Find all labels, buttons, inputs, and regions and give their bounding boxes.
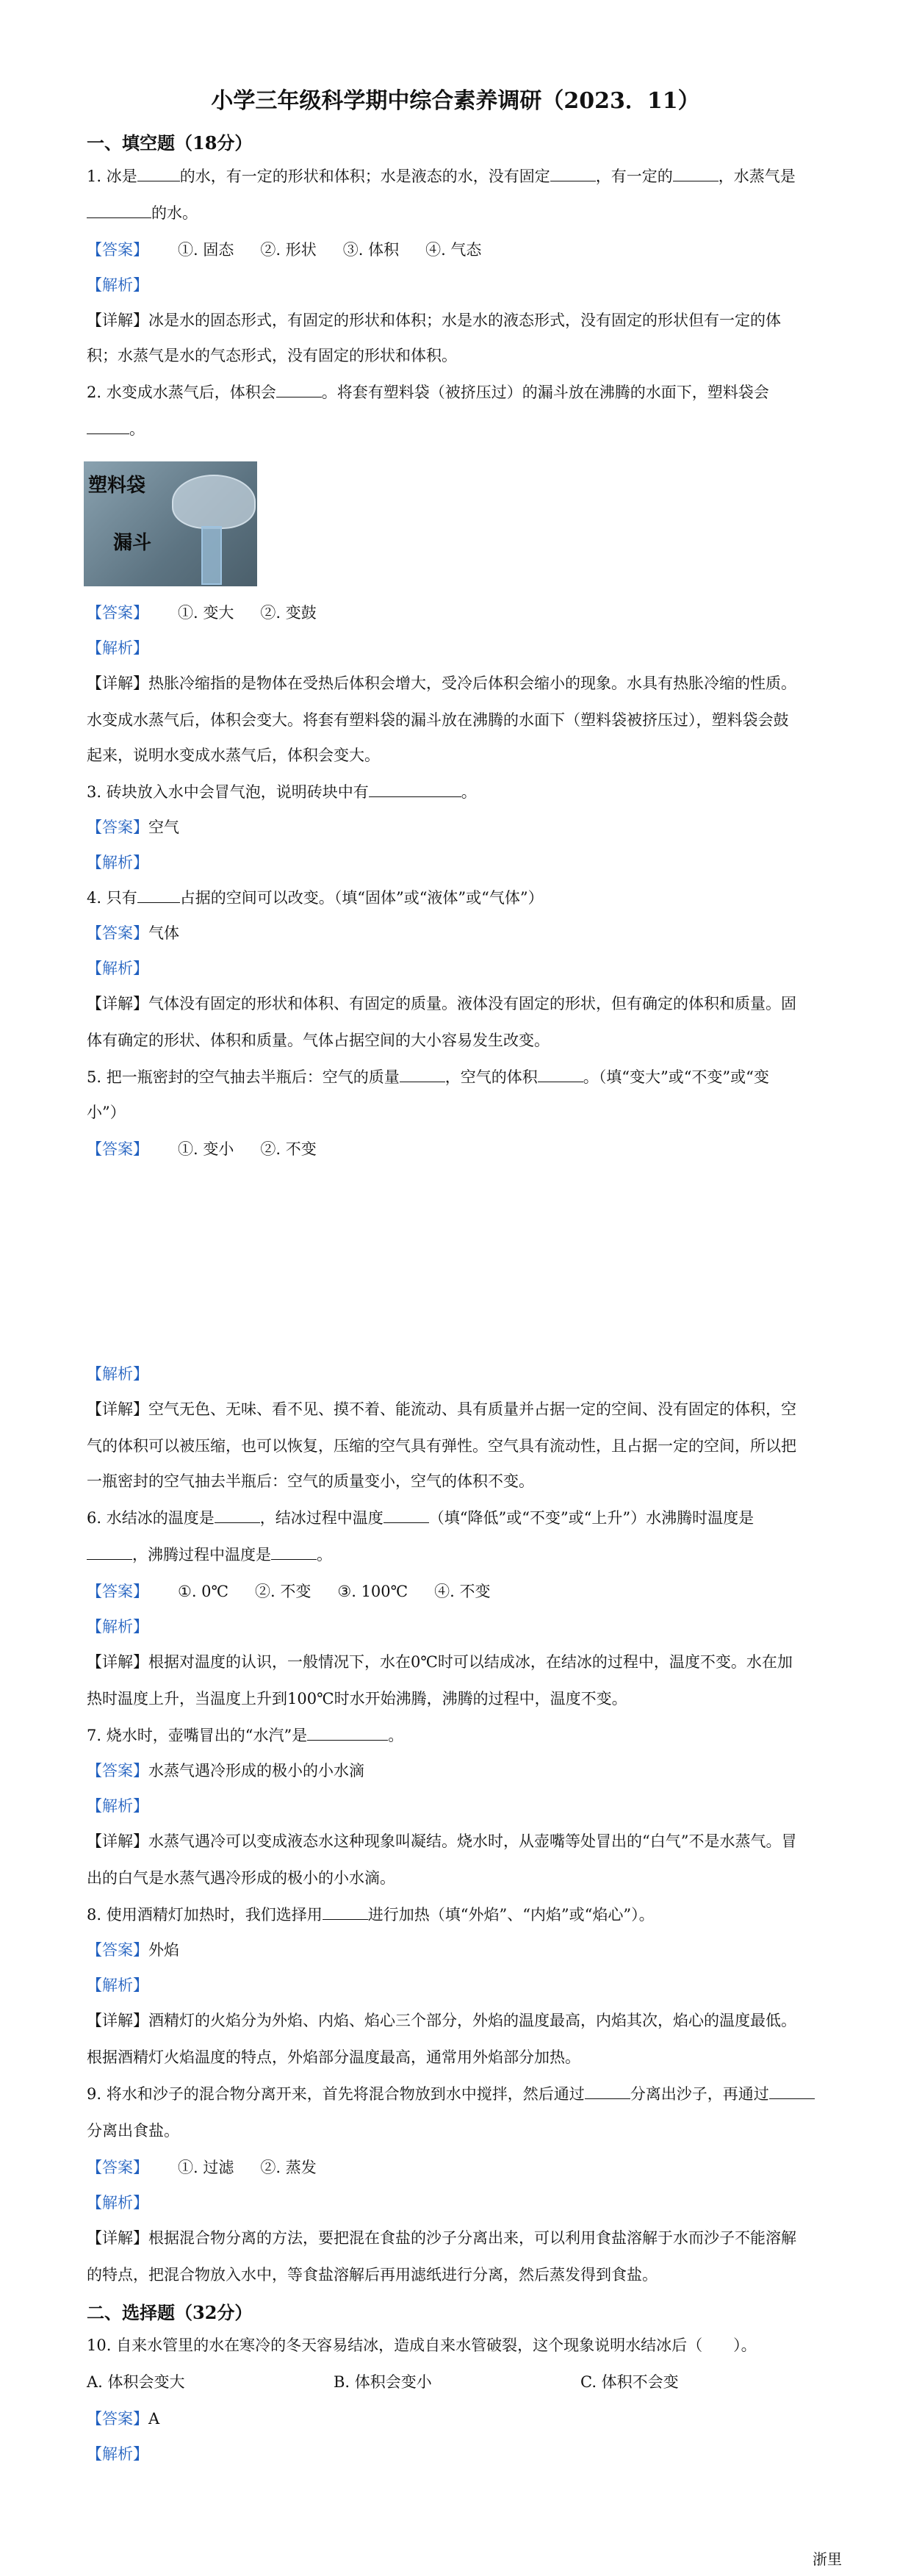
q2-detail-3: 起来，说明水变成水蒸气后，体积会变大。 [87,746,380,764]
q8-text-a: 8. 使用酒精灯加热时，我们选择用 [87,1906,323,1924]
detail-tag: 【详解】 [87,1400,148,1418]
q3-stem [87,779,824,805]
answer-tag: 【答案】 [87,924,148,942]
q3-answer [87,814,824,841]
q3-text-b: 。 [461,783,477,801]
detail-tag: 【详解】 [87,995,148,1012]
detail-tag: 【详解】 [87,312,148,329]
blank [137,886,180,903]
q5-opt: ②. 不变 [260,1140,317,1158]
q1-answer [87,237,824,263]
q1-detail-2: 积；水蒸气是水的气态形式，没有固定的形状和体积。 [87,347,457,364]
q6-answer [87,1578,824,1605]
q6-stem-2 [87,1541,824,1568]
q1-detail-1 [87,307,824,334]
analysis-tag: 【解析】 [87,1797,148,1815]
section-fill-blank: 一、填空题（18分） [87,132,253,154]
detail-text: 根据混合物分离的方法，要把混在食盐的沙子分离出来，可以利用食盐溶解于水而沙子不能溶解 [148,2229,796,2247]
blank [400,1065,445,1082]
detail-text: 气体没有固定的形状和体积、有固定的质量。液体没有固定的形状，但有确定的体积和质量。固 [148,995,796,1012]
q7-stem [87,1722,824,1749]
blank [673,165,719,181]
q4-answer-text: 气体 [148,924,179,942]
q2-text-a: 2. 水变成水蒸气后，体积会 [87,384,276,401]
answer-tag: 【答案】 [87,2159,148,2176]
q2-stem [87,379,824,406]
detail-tag: 【详解】 [87,1832,148,1850]
analysis-tag: 【解析】 [87,1618,148,1636]
detail-text: 根据对温度的认识，一般情况下，水在0℃时可以结成冰，在结冰的过程中，温度不变。水在加 [148,1653,793,1671]
q6-text-a: 6. 水结冰的温度是 [87,1509,215,1527]
page-title: 小学三年级科学期中综合素养调研（2023．11） [211,88,700,114]
q10-choice-a: A. 体积会变大 [87,2373,185,2391]
q2-text-b: 。将套有塑料袋（被挤压过）的漏斗放在沸腾的水面下，塑料袋会 [321,384,769,401]
q8-stem [87,1902,824,1928]
q9-opt: ②. 蒸发 [260,2159,317,2176]
blank [137,165,180,181]
blank [323,1903,368,1920]
q1-text-e: 的水。 [151,204,198,222]
q10-answer-text: A [148,2410,160,2428]
detail-text: 空气无色、无味、看不见、摸不着、能流动、具有质量并占据一定的空间、没有固定的体积，空 [148,1400,796,1418]
q9-analysis-tag [87,2190,824,2216]
blank [384,1506,429,1523]
q7-detail-1 [87,1828,824,1854]
q7-text-b: 。 [388,1727,404,1744]
blank [769,2082,815,2099]
answer-tag: 【答案】 [87,604,148,622]
blank [215,1506,260,1523]
detail-text: 酒精灯的火焰分为外焰、内焰、焰心三个部分，外焰的温度最高，内焰其次，焰心的温度最低。 [148,2012,796,2029]
analysis-tag: 【解析】 [87,854,148,871]
detail-text: 热胀冷缩指的是物体在受热后体积会增大，受冷后体积会缩小的现象。水具有热胀冷缩的性质。 [148,674,796,692]
q5-opt: ①. 变小 [178,1140,234,1158]
q1-stem [87,163,824,190]
q10-analysis-tag [87,2441,824,2467]
q2-answer [87,600,824,626]
q3-text-a: 3. 砖块放入水中会冒气泡，说明砖块中有 [87,783,369,801]
funnel-tube-shape [201,526,222,585]
q10-answer [87,2406,824,2432]
q7-text-a: 7. 烧水时，壶嘴冒出的“水汽”是 [87,1727,308,1744]
q3-answer-text: 空气 [148,819,179,836]
q4-stem [87,885,824,911]
q5-detail-1 [87,1396,824,1422]
q8-detail-2: 根据酒精灯火焰温度的特点，外焰部分温度最高，通常用外焰部分加热。 [87,2048,580,2066]
section-multiple-choice: 二、选择题（32分） [87,2302,253,2323]
blank [87,1543,132,1560]
blank [538,1065,583,1082]
answer-tag: 【答案】 [87,819,148,836]
q6-opt: ③. 100℃ [337,1583,408,1600]
analysis-tag: 【解析】 [87,1365,148,1383]
q2-opt: ①. 变大 [178,604,234,622]
q1-analysis-tag [87,272,824,298]
q9-detail-1 [87,2225,824,2251]
q6-text-e: 。 [317,1546,332,1564]
q7-detail-2: 出的白气是水蒸气遇冷形成的极小的小水滴。 [87,1869,395,1887]
q8-text-b: 进行加热（填“外焰”、“内焰”或“焰心”）。 [367,1906,655,1924]
q1-text-a: 1. 冰是 [87,168,137,185]
q9-opt: ①. 过滤 [178,2159,234,2176]
q5-text-c: 。（填“变大”或“不变”或“变 [583,1068,769,1086]
q8-answer-text: 外焰 [148,1941,179,1959]
blank [276,381,322,397]
detail-text: 水蒸气遇冷可以变成液态水这种现象叫凝结。烧水时，从壶嘴等处冒出的“白气”不是水蒸气。冒 [148,1832,797,1850]
q6-text-b: ，结冰过程中温度 [259,1509,384,1527]
q9-text-a: 9. 将水和沙子的混合物分离开来，首先将混合物放到水中搅拌，然后通过 [87,2085,585,2103]
q2-opt: ②. 变鼓 [260,604,317,622]
q5-text-a: 5. 把一瓶密封的空气抽去半瓶后：空气的质量 [87,1068,400,1086]
q8-answer [87,1937,824,1963]
blank [550,165,596,181]
q9-stem-2: 分离出食盐。 [87,2122,179,2140]
q7-answer [87,1757,824,1784]
blank [307,1724,388,1741]
q9-answer [87,2154,824,2181]
analysis-tag: 【解析】 [87,2445,148,2463]
q8-detail-1 [87,2007,824,2034]
q6-stem [87,1505,824,1531]
q2-detail-1 [87,670,824,697]
q9-detail-2: 的特点，把混合物放入水中，等食盐溶解后再用滤纸进行分离，然后蒸发得到食盐。 [87,2266,658,2284]
q1-opt: ④. 气态 [425,241,482,259]
figure-label-funnel: 漏斗 [113,532,152,554]
q10-stem: 10. 自来水管里的水在寒冷的冬天容易结冰，造成自来水管破裂，这个现象说明水结冰后（ ）。 [87,2336,757,2354]
detail-tag: 【详解】 [87,2229,148,2247]
analysis-tag: 【解析】 [87,960,148,977]
answer-tag: 【答案】 [87,1941,148,1959]
q1-stem-2 [87,200,824,226]
q6-detail-1 [87,1649,824,1675]
q1-text-c: ，有一定的 [595,168,673,185]
q1-opt: ①. 固态 [178,241,234,259]
q8-analysis-tag [87,1972,824,1998]
answer-tag: 【答案】 [87,241,148,259]
answer-tag: 【答案】 [87,2410,148,2428]
analysis-tag: 【解析】 [87,639,148,657]
q1-opt: ②. 形状 [260,241,317,259]
q10-choice-c: C. 体积不会变 [580,2373,679,2391]
blank [87,417,129,434]
q6-detail-2: 热时温度上升，当温度上升到100℃时水开始沸腾，沸腾的过程中，温度不变。 [87,1690,627,1708]
funnel-bag-photo [84,461,257,586]
answer-tag: 【答案】 [87,1140,148,1158]
detail-tag: 【详解】 [87,674,148,692]
answer-tag: 【答案】 [87,1762,148,1780]
plastic-bag-shape [172,475,256,529]
q4-answer [87,920,824,946]
detail-tag: 【详解】 [87,1653,148,1671]
blank [585,2082,630,2099]
q5-analysis-tag [87,1361,824,1387]
q3-analysis-tag [87,849,824,876]
analysis-tag: 【解析】 [87,2194,148,2212]
analysis-tag: 【解析】 [87,1976,148,1994]
q2-stem-2 [87,416,824,442]
detail-text: 冰是水的固态形式，有固定的形状和体积；水是水的液态形式，没有固定的形状但有一定的体 [148,312,781,329]
figure-label-bag: 塑料袋 [88,475,146,497]
q4-detail-1 [87,990,824,1017]
analysis-tag: 【解析】 [87,276,148,294]
q5-stem [87,1064,824,1090]
q7-analysis-tag [87,1793,824,1819]
blank [87,201,151,218]
q1-opt: ③. 体积 [342,241,400,259]
q5-stem-2: 小”） [87,1104,126,1121]
q4-detail-2: 体有确定的形状、体积和质量。气体占据空间的大小容易发生改变。 [87,1032,550,1049]
q4-text-b: 占据的空间可以改变。（填“固体”或“液体”或“气体”） [179,889,544,907]
q2-text-c: 。 [129,420,145,438]
q5-answer [87,1136,824,1162]
q10-choice-b: B. 体积会变小 [334,2373,432,2391]
q2-detail-2: 水变成水蒸气后，体积会变大。将套有塑料袋的漏斗放在沸腾的水面下（塑料袋被挤压过），塑料袋会鼓 [87,711,789,729]
q6-opt: ①. 0℃ [178,1583,229,1600]
blank [271,1543,317,1560]
q5-detail-3: 一瓶密封的空气抽去半瓶后：空气的质量变小，空气的体积不变。 [87,1472,534,1490]
q5-text-b: ，空气的体积 [444,1068,538,1086]
detail-tag: 【详解】 [87,2012,148,2029]
q1-text-d: ，水蒸气是 [718,168,796,185]
q4-analysis-tag [87,955,824,982]
q6-analysis-tag [87,1613,824,1640]
q4-text-a: 4. 只有 [87,889,137,907]
q6-text-c: （填“降低”或“不变”或“上升”）水沸腾时温度是 [428,1509,755,1527]
q6-text-d: ，沸腾过程中温度是 [132,1546,271,1564]
q9-stem [87,2081,824,2107]
q9-text-b: 分离出沙子，再通过 [630,2085,769,2103]
q1-text-b: 的水，有一定的形状和体积；水是液态的水，没有固定 [179,168,550,185]
q7-answer-text: 水蒸气遇冷形成的极小的小水滴 [148,1762,364,1780]
blank [369,780,461,797]
q6-opt: ④. 不变 [434,1583,491,1600]
q6-opt: ②. 不变 [255,1583,312,1600]
answer-tag: 【答案】 [87,1583,148,1600]
q5-detail-2: 气的体积可以被压缩，也可以恢复，压缩的空气具有弹性。空气具有流动性，且占据一定的空间，所以把 [87,1437,796,1455]
q2-analysis-tag [87,635,824,661]
page-footer: 浙里 [813,2550,842,2568]
